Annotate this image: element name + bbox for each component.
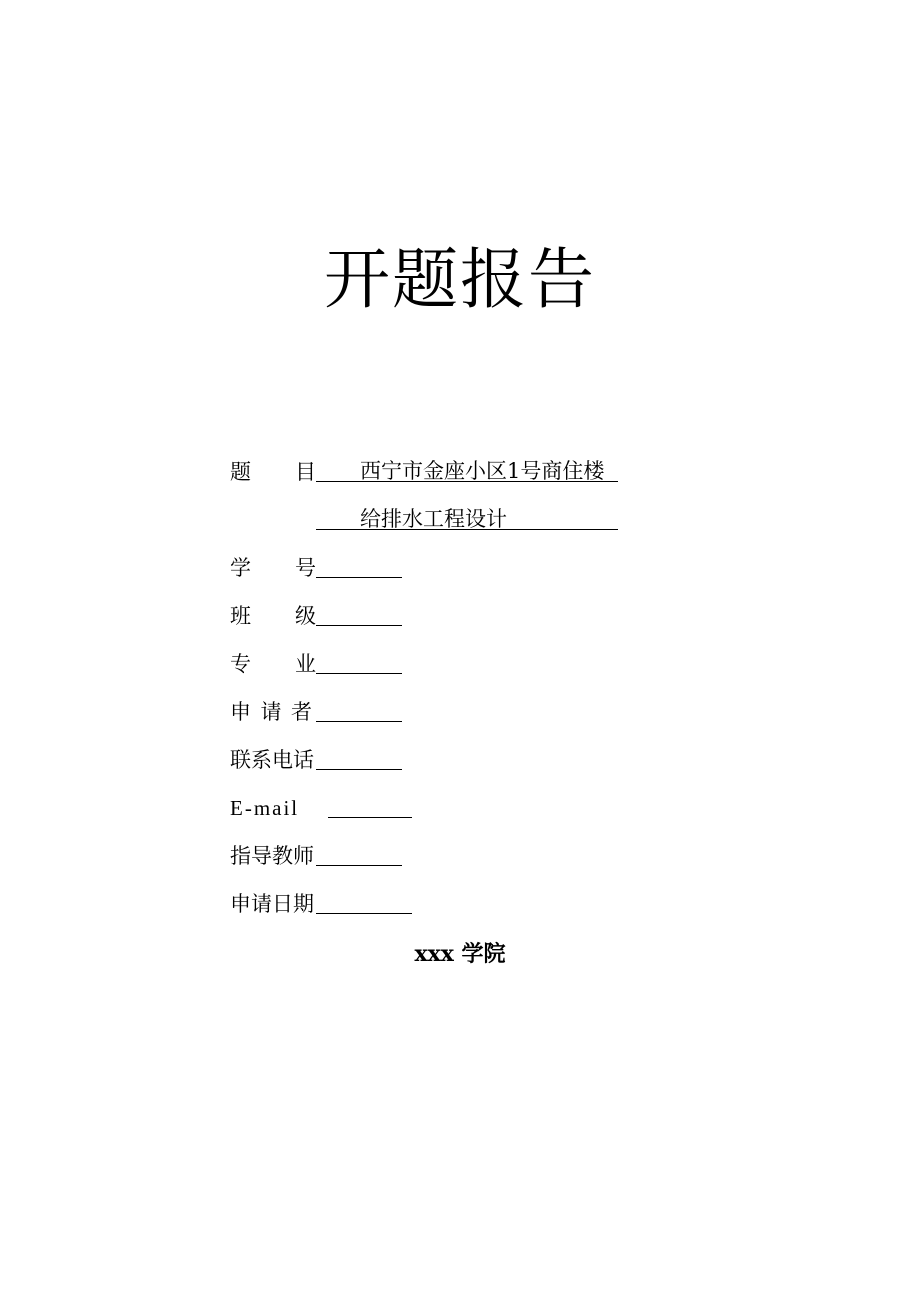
applicant-blank: [316, 697, 402, 722]
apply-date-blank: [316, 889, 412, 914]
phone-blank: [316, 745, 402, 770]
advisor-label: 指导教师: [230, 844, 314, 868]
field-apply-date: [230, 889, 412, 919]
applicant-label: 申 请 者: [230, 700, 312, 724]
field-topic: [230, 457, 618, 487]
topic-value-text-1: 西宁市金座小区1号商住楼: [360, 459, 605, 483]
topic-label: 题 目: [230, 460, 316, 484]
field-major: [230, 649, 402, 679]
field-applicant: [230, 697, 402, 727]
student-id-blank: [316, 553, 402, 578]
apply-date-label: 申请日期: [230, 892, 314, 916]
major-label: 专 业: [230, 652, 316, 676]
field-topic-line2: [316, 505, 618, 535]
major-blank: [316, 649, 402, 674]
advisor-blank: [316, 841, 402, 866]
field-email: [230, 793, 412, 823]
student-id-label: 学 号: [230, 556, 316, 580]
class-label: 班 级: [230, 604, 316, 628]
class-blank: [316, 601, 402, 626]
email-blank: [328, 793, 412, 818]
phone-label: 联系电话: [230, 748, 314, 772]
field-advisor: [230, 841, 402, 871]
topic-value-text-2: 给排水工程设计: [360, 507, 507, 531]
topic-value-line2: [316, 505, 618, 530]
field-phone: [230, 745, 402, 775]
email-label: E-mail: [230, 796, 300, 820]
page-title: 开题报告: [324, 241, 596, 318]
topic-value-line1: [316, 457, 618, 482]
field-student-id: [230, 553, 402, 583]
college-name: xxx 学院: [414, 941, 506, 967]
field-class: [230, 601, 402, 631]
